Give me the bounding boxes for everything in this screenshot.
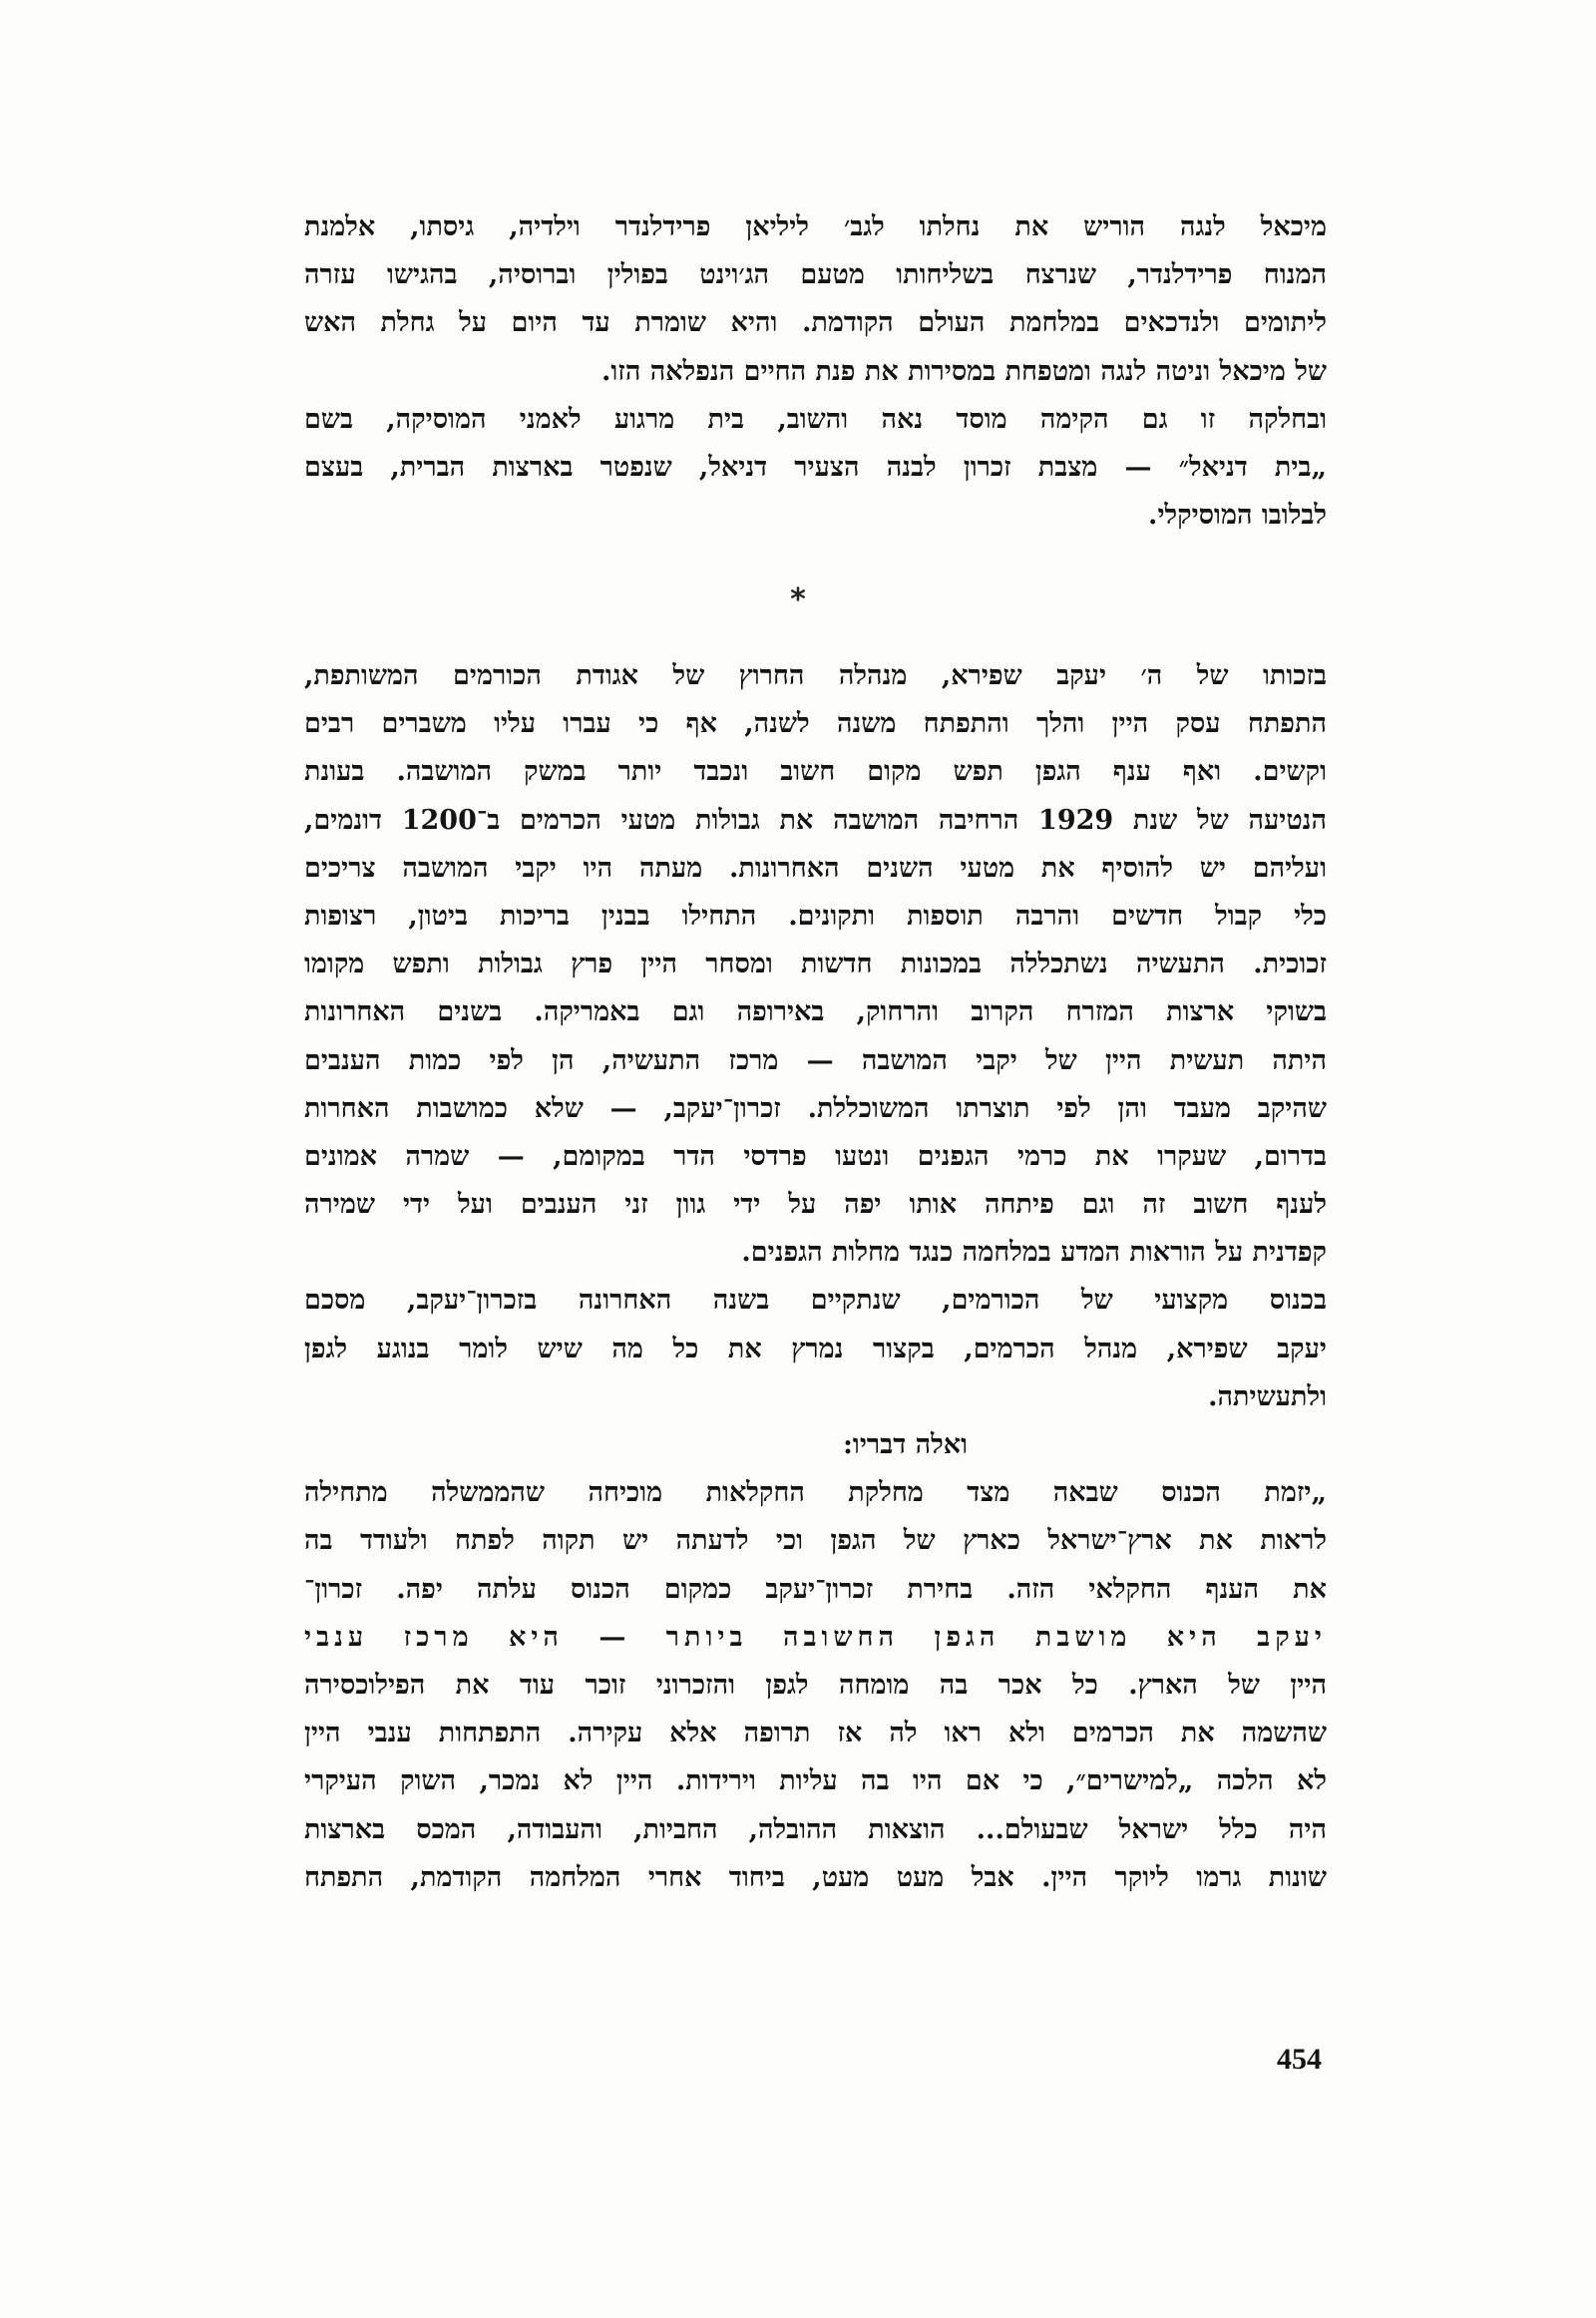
text-line: של מיכאל וניטה לנגה ומטפחת במסירות את פנת החיים הנפלאה הזו. (600, 355, 1327, 387)
text-line: יעקב שפירא, מנהל הכרמים, בקצור נמרץ את כל מה שיש לומר בנוגע לגפן (304, 1333, 1327, 1364)
text-line: המנוח פרידלנדר, שנרצח בשליחותו מטעם הג׳וינט בפולין וברוסיה, בהגישו עזרה (304, 259, 1327, 291)
text-line: לענף חשוב זה וגם פיתחה אותו יפה על ידי גוון זני הענבים ועל ידי שמירה (304, 1189, 1327, 1221)
quote-line: לא הלכה „למישרים״, כי אם היו בה עליות וירידות. היין לא נמכר, השוק העיקרי (304, 1765, 1327, 1797)
text-line: התפתח עסק היין והלך והתפתח משנה לשנה, אף כי עברו עליו משברים רבים (304, 708, 1327, 740)
text-line: מיכאל לנגה הוריש את נחלתו לגב׳ ליליאן פרידלנדר וילדיה, גיסתו, אלמנת (304, 211, 1327, 242)
text-line: הנטיעה של שנת 1929 הרחיבה המושבה את גבולות מטעי הכרמים ב־1200 דונמים, (304, 804, 1327, 836)
text-line: ליתומים ולנדכאים במלחמת העולם הקודמת. והיא שומרת עד היום על גחלת האש (304, 307, 1327, 339)
quote-line: שונות גרמו ליוקר היין. אבל מעט מעט, ביחוד אחרי המלחמה הקודמת, התפתח (304, 1861, 1327, 1893)
text-line: וקשים. ואף ענף הגפן תפש מקום חשוב ונכבד יותר במשק המושבה. בעונת (304, 756, 1327, 788)
page-number: 454 (1277, 2043, 1322, 2076)
text-line: בדרום, שעקרו את כרמי הגפנים ונטעו פרדסי הדר במקומם, — שמרה אמונים (304, 1140, 1327, 1172)
text-line-dvarav: ואלה דבריו: (842, 1429, 968, 1460)
text-line: בזכותו של ה׳ יעקב שפירא, מנהלה החרוץ של אגודת הכורמים המשותפת, (304, 660, 1327, 691)
quote-line: היה כלל ישראל שבעולם... הוצאות ההובלה, החביות, והעבודה, המכס בארצות (304, 1813, 1327, 1845)
quote-line: היין של הארץ. כל אכר בה מומחה לגפן והזכרוני זוכר עוד את הפילוכסירה (304, 1669, 1327, 1701)
quote-line: „יזמת הכנוס שבאה מצד מחלקת החקלאות מוכיחה שהממשלה מתחילה (304, 1477, 1327, 1509)
text-block-top (304, 203, 1327, 540)
text-line: ועליהם יש להוסיף את מטעי השנים האחרונות. מעתה היו יקבי המושבה צריכים (304, 852, 1327, 884)
quote-line: לראות את ארץ־ישראל כארץ של הגפן וכי לדעתה יש תקוה לפתח ולעודד בה (304, 1525, 1327, 1557)
quote-line: את הענף החקלאי הזה. בחירת זכרון־יעקב כמקום הכנוס עלתה יפה. זכרון־ (304, 1573, 1327, 1605)
section-separator: * (790, 582, 806, 617)
text-line: בכנוס מקצועי של הכורמים, שנתקיים בשנה האחרונה בזכרון־יעקב, מסכם (304, 1285, 1327, 1317)
text-line: בשוקי ארצות המזרח הקרוב והרחוק, באירופה וגם באמריקה. בשנים האחרונות (304, 996, 1327, 1028)
quote-line: יעקב היא מושבת הגפן החשובה ביותר — היא מרכז ענבי (304, 1621, 1327, 1653)
text-line: קפדנית על הוראות המדע במלחמה כנגד מחלות הגפנים. (741, 1237, 1327, 1269)
text-line: „בית דניאל״ — מצבת זכרון לבנה הצעיר דניאל, שנפטר בארצות הברית, בעצם (304, 451, 1327, 483)
text-block-main (304, 652, 1327, 1902)
quote-line: שהשמה את הכרמים ולא ראו לה אז תרופה אלא עקירה. התפתחות ענבי היין (304, 1718, 1327, 1749)
text-line: ולתעשיתה. (1208, 1380, 1327, 1412)
text-line: שהיקב מעבד והן לפי תוצרתו המשוכללת. זכרון־יעקב, — שלא כמושבות האחרות (304, 1092, 1327, 1124)
text-line: זכוכית. התעשיה נשתכללה במכונות חדשות ומסחר היין פרץ גבולות ותפש מקומו (304, 949, 1327, 980)
text-line: היתה תעשית היין של יקבי המושבה — מרכז התעשיה, הן לפי כמות הענבים (304, 1044, 1327, 1076)
text-line: לבלובו המוסיקלי. (1148, 500, 1327, 532)
text-line: כלי קבול חדשים והרבה תוספות ותקונים. התחילו בבנין בריכות ביטון, רצופות (304, 900, 1327, 932)
text-line: ובחלקה זו גם הקימה מוסד נאה והשוב, בית מרגוע לאמני המוסיקה, בשם (304, 403, 1327, 435)
